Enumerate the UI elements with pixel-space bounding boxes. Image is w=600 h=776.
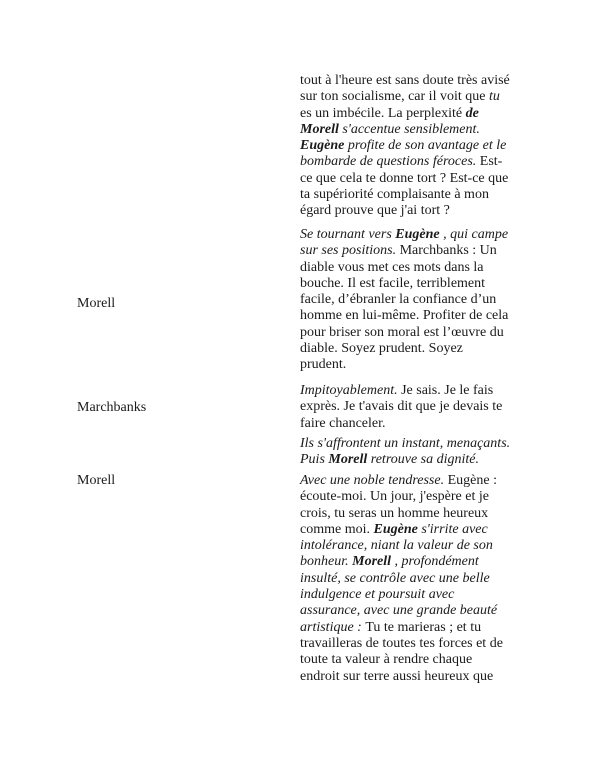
text-line: comme moi. Eugène s'irrite avec <box>300 521 488 537</box>
dialogue-block-2 <box>300 227 532 374</box>
text-line: Ils s'affrontent un instant, menaçants. <box>300 436 511 451</box>
text-line: toute ta valeur à rendre chaque <box>300 652 473 668</box>
text-line: Eugène profite de son avantage et le <box>300 138 507 154</box>
text-line: sur ton socialisme, car il voit que tu <box>300 89 500 105</box>
text-line: facile, d’ébranler la confiance d’un <box>300 292 497 308</box>
text-line: pour briser son moral est l’œuvre du <box>300 324 504 340</box>
dialogue-block-4 <box>300 473 532 685</box>
text-line: travailleras de toutes tes forces et de <box>300 635 503 651</box>
text-line: Se tournant vers Eugène , qui campe <box>300 227 509 242</box>
speaker-morell-2: Morell <box>77 473 116 488</box>
text-line: artistique : Tu te marieras ; et tu <box>300 619 482 635</box>
text-line: ce que cela te donne tort ? Est-ce que <box>300 170 509 186</box>
text-line: Impitoyablement. Je sais. Je le fais <box>300 383 494 398</box>
text-line: Morell s'accentue sensiblement. <box>300 121 480 137</box>
text-line: insulté, se contrôle avec une belle <box>300 570 490 586</box>
text-line: égard prouve que j'ai tort ? <box>300 203 450 219</box>
text-line: écoute-moi. Un jour, j'espère et je <box>300 489 489 505</box>
text-line: bouche. Il est facile, terriblement <box>300 275 486 291</box>
text-line: exprès. Je t'avais dit que je devais te <box>300 399 503 415</box>
text-line: indulgence et poursuit avec <box>300 587 455 603</box>
text-line: crois, tu seras un homme heureux <box>300 505 489 521</box>
text-line: diable vous met ces mots dans la <box>300 259 484 275</box>
dialogue-block-1 <box>300 73 532 220</box>
text-line: Puis Morell retrouve sa dignité. <box>300 452 480 468</box>
text-line: bombarde de questions féroces. Est- <box>300 154 503 170</box>
stage-direction <box>300 436 532 469</box>
text-line: diable. Soyez prudent. Soyez <box>300 341 463 357</box>
text-line: Avec une noble tendresse. Eugène : <box>300 473 497 488</box>
text-line: bonheur. Morell , profondément <box>300 554 479 570</box>
speaker-marchbanks: Marchbanks <box>77 400 147 415</box>
text-line: faire chanceler. <box>300 415 386 431</box>
text-line: tout à l'heure est sans doute très avisé <box>300 73 510 88</box>
text-line: es un imbécile. La perplexité de <box>300 105 479 121</box>
speaker-morell: Morell <box>77 296 116 311</box>
text-line: prudent. <box>300 357 347 373</box>
text-line: endroit sur terre aussi heureux que <box>300 668 494 684</box>
text-line: homme en lui-même. Profiter de cela <box>300 308 509 324</box>
text-line: intolérance, niant la valeur de son <box>300 538 493 554</box>
text-line: ta supériorité complaisante à mon <box>300 187 489 203</box>
text-line: sur ses positions. Marchbanks : Un <box>300 243 497 259</box>
dialogue-block-3 <box>300 383 532 432</box>
text-line: assurance, avec une grande beauté <box>300 603 498 619</box>
